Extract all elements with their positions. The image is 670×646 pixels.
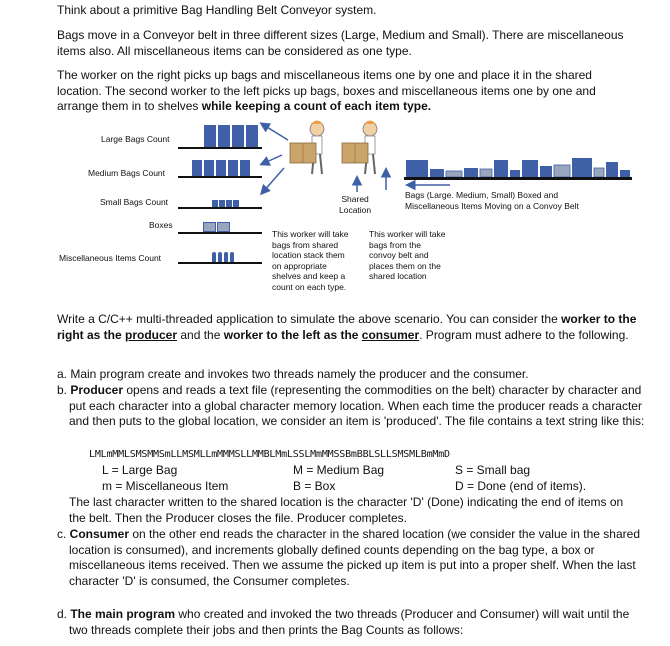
conveyor-items bbox=[406, 158, 630, 177]
task-paragraph bbox=[57, 312, 637, 343]
label-boxes: Boxes bbox=[149, 220, 173, 230]
task-text-2: and the bbox=[177, 327, 224, 342]
legend-done: D = Done (end of items). bbox=[455, 479, 587, 493]
label-misc-items: Miscellaneous Items Count bbox=[59, 253, 162, 263]
item-c-bold: Consumer bbox=[69, 527, 130, 541]
belt-label: Bags (Large. Medium, Small) Boxed and Miscellaneous Items Moving on a Convoy Belt bbox=[405, 190, 579, 211]
legend-large: L = Large Bag bbox=[102, 463, 178, 477]
task-consumer: consumer bbox=[361, 327, 420, 342]
label-medium-bags: Medium Bags Count bbox=[88, 168, 166, 178]
item-b-prefix: b. bbox=[57, 383, 71, 397]
legend-misc: m = Miscellaneous Item bbox=[102, 479, 229, 493]
item-b bbox=[57, 383, 649, 430]
intro-paragraph-3-bold: while keeping a count of each item type. bbox=[201, 99, 432, 114]
task-bold-1: worker to the right as the bbox=[57, 312, 637, 342]
task-text-3: . Program must adhere to the following. bbox=[419, 327, 629, 342]
item-b-tail: The last character written to the shared location is the character 'D' (Done) indicating the end of items on the belt. Then the Producer closes the file. Producer completes. bbox=[69, 495, 624, 525]
item-b-text: opens and reads a text file (representing the commodities on the belt) character by character and put each character into a global character memory location. When each time the producer reads a character and then puts to the global location, we consider an item is 'produced'. The file contains a text string like this: bbox=[69, 383, 645, 429]
item-c-text: on the other end reads the character in the shared location (we consider the value in the shared location is consumed), and increments globally defined counts depending on the bag type, a box or miscellaneous items received. Then we assume the picked up item is put into a proper shelf. When the last character 'D' is consumed, the Consumer completes. bbox=[69, 527, 640, 588]
item-d bbox=[57, 607, 649, 638]
item-a: a. Main program create and invokes two threads namely the producer and the consumer. bbox=[57, 367, 529, 381]
intro-paragraph-2: Bags move in a Conveyor belt in three different sizes (Large, Medium and Small). There are miscellaneous items also. All miscellaneous items can be considered as one type. bbox=[57, 28, 624, 58]
task-text-1: Write a C/C++ multi-threaded application to simulate the above scenario. You can consider the bbox=[57, 312, 562, 326]
left-worker-figure bbox=[290, 121, 324, 175]
item-d-text: who created and invoked the two threads (Producer and Consumer) will wait until the two threads complete their jobs and then prints the Bag Counts as follows: bbox=[69, 607, 630, 637]
shared-location-label: Shared Location bbox=[339, 194, 372, 215]
legend-small: S = Small bag bbox=[455, 463, 531, 477]
right-worker-note: This worker will take bags from the convoy belt and places them on the shared location bbox=[369, 229, 446, 281]
task-bold-2: worker to the left as the bbox=[223, 327, 362, 342]
legend-medium: M = Medium Bag bbox=[293, 463, 385, 477]
intro-paragraph-3-text: The worker on the right picks up bags and miscellaneous items one by one and place it in the shared location. The second worker to the left picks up bags, boxes and miscellaneous items one by one and arrange them in to shelves bbox=[57, 68, 596, 114]
item-d-bold: The main program bbox=[70, 607, 176, 621]
sample-string: LMLmMMLSMSMMSmLLMSMLLmMMMSLLMMBLMmLSSLMmMMSSBmBBLSLLSMSMLBmMmD bbox=[89, 449, 450, 460]
right-worker-figure bbox=[342, 121, 377, 175]
label-large-bags: Large Bags Count bbox=[101, 134, 170, 144]
legend-box: B = Box bbox=[293, 479, 336, 493]
left-worker-note: This worker will take bags from shared location stack them on appropriate shelves and keep a count on each type. bbox=[272, 229, 349, 292]
item-c bbox=[57, 527, 649, 589]
item-b-bold: Producer bbox=[70, 383, 124, 397]
intro-line-1: Think about a primitive Bag Handling Belt Conveyor system. bbox=[57, 3, 377, 17]
item-c-prefix: c. bbox=[57, 527, 70, 541]
item-d-prefix: d. bbox=[57, 607, 71, 621]
label-small-bags: Small Bags Count bbox=[100, 197, 169, 207]
task-producer: producer bbox=[125, 327, 178, 342]
conveyor-belt bbox=[404, 177, 632, 180]
